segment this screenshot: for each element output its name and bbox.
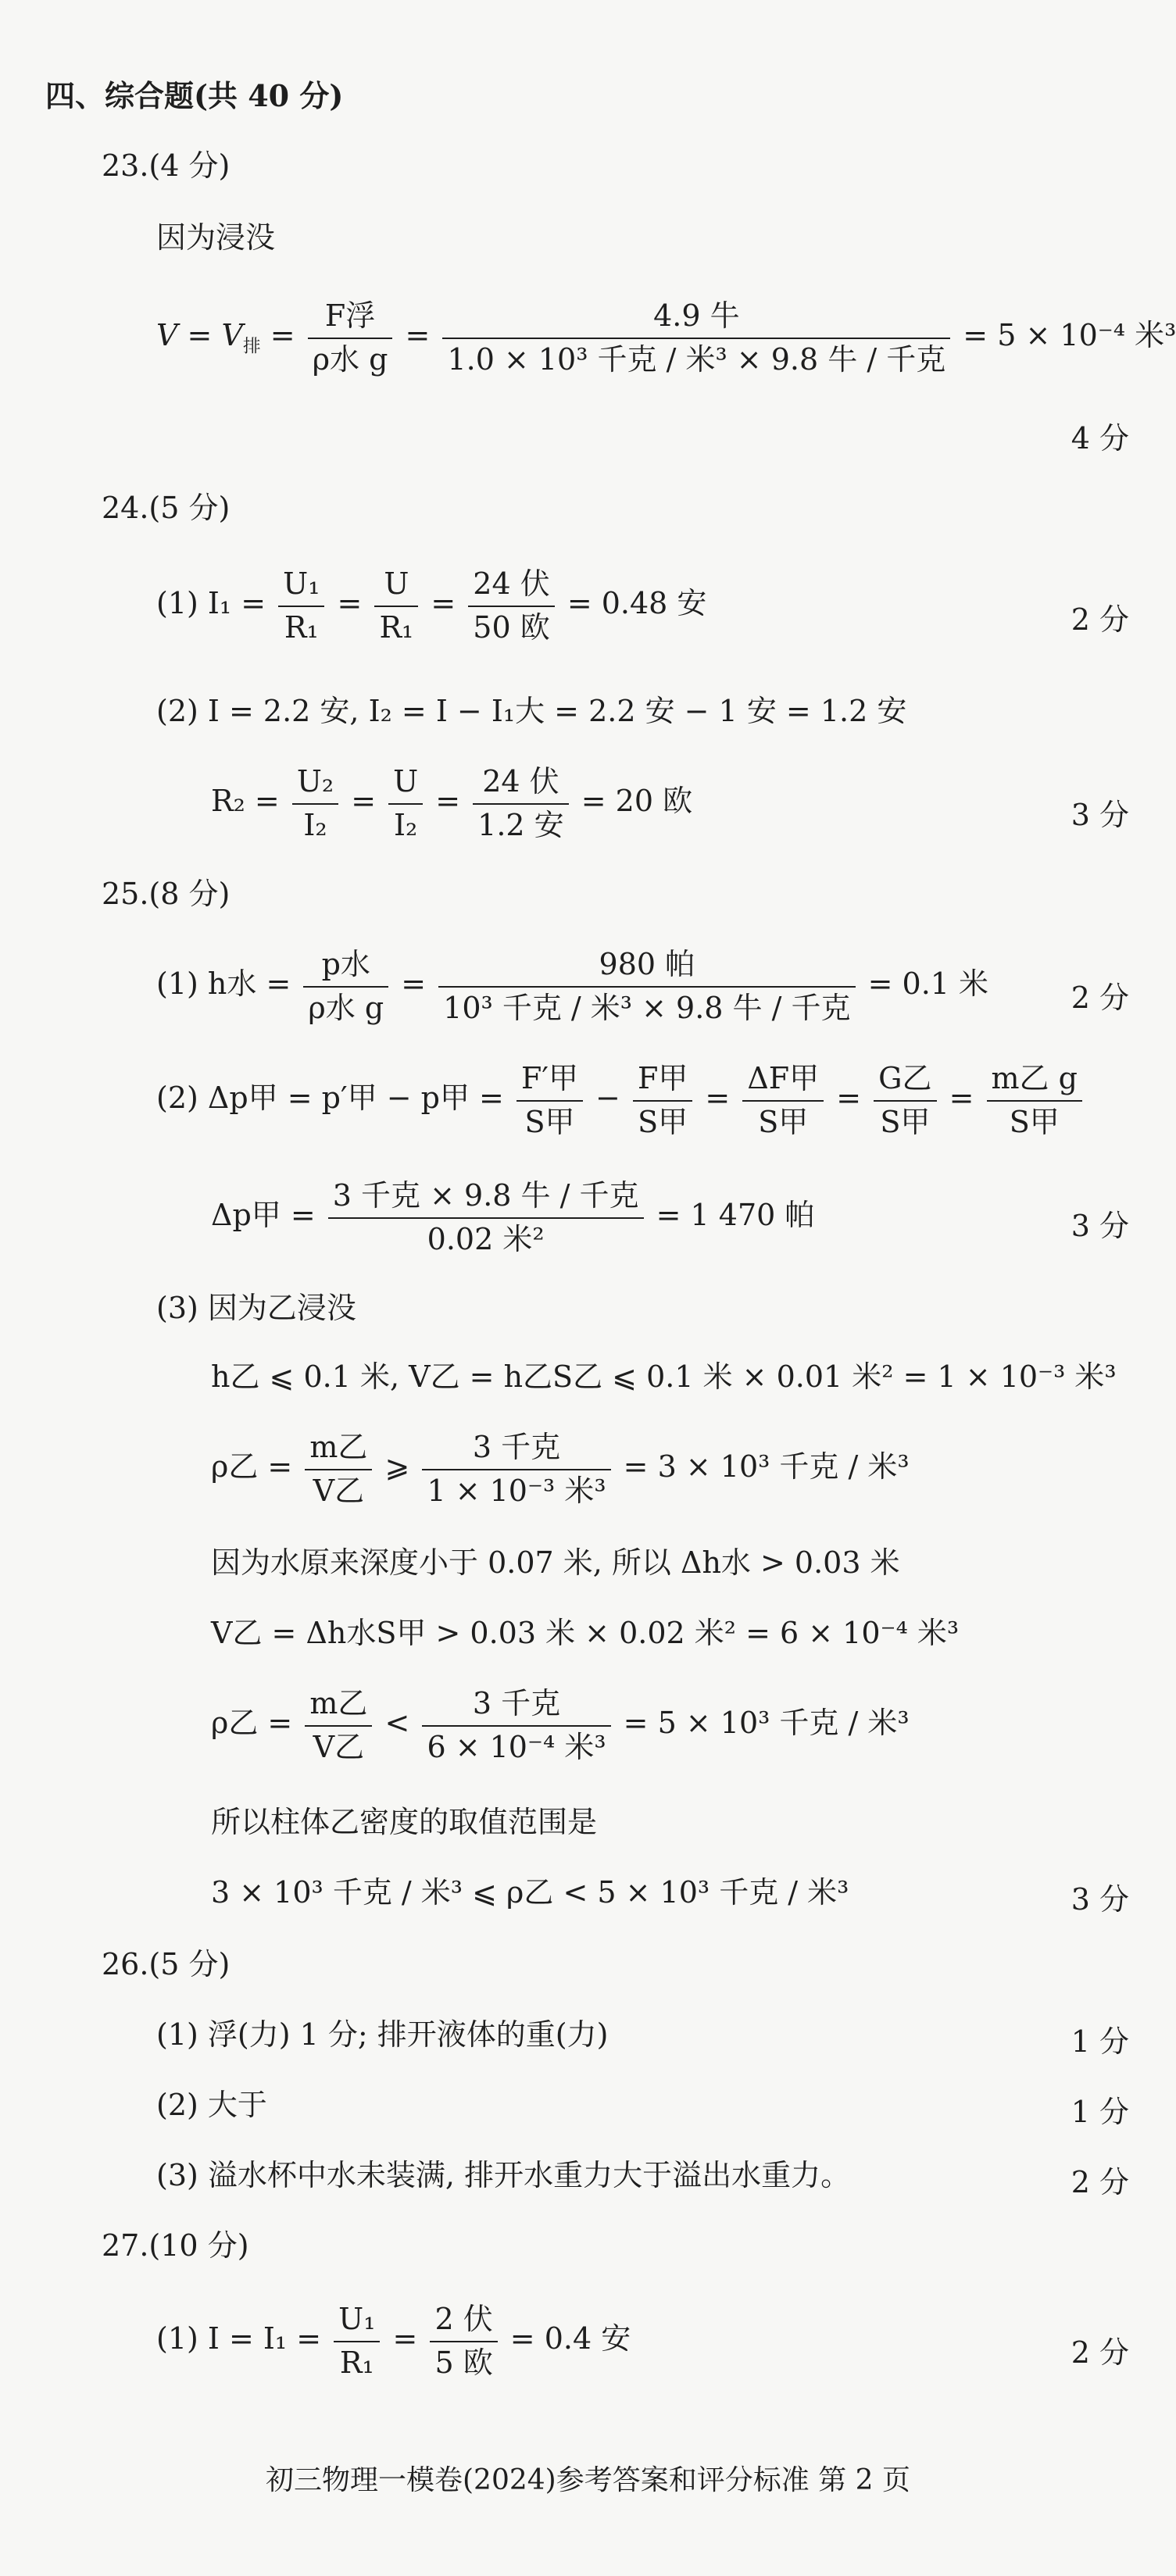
q25-p3-score: 3 分: [1071, 1882, 1129, 1917]
q25-p3-line6: ρ乙 = $\frac{\text{m乙}}{\text{V乙}}$ < $\frac{\text{3 千克}}{\text{6 × 10⁻⁴ 米³}}$ = 5 × 10³ 千克 / 米³: [211, 1686, 910, 1764]
q25-p3-l3-fraction-2: $\frac{\text{3 千克}}{\text{1 × 10⁻³ 米³}}$: [422, 1430, 610, 1509]
q24-p2-score: 3 分: [1071, 798, 1129, 832]
q25-p3-line4: 因为水原来深度小于 0.07 米, 所以 Δh水 > 0.03 米: [211, 1545, 900, 1580]
q25-p2-fraction-1: $\frac{\text{F′甲}}{\text{S甲}}$: [517, 1061, 583, 1140]
q25-p2-fraction-5: $\frac{\text{m乙 g}}{\text{S甲}}$: [987, 1061, 1082, 1140]
q25-p2-fraction-3: $\frac{\text{ΔF甲}}{\text{S甲}}$: [742, 1061, 824, 1140]
q25-p3-line3: ρ乙 = $\frac{\text{m乙}}{\text{V乙}}$ ⩾ $\frac{\text{3 千克}}{\text{1 × 10⁻³ 米³}}$ = 3 × 10³ 千克 / 米³: [211, 1430, 910, 1508]
q23-score: 4 分: [1071, 421, 1129, 456]
q23-eq-lhs: V = V: [156, 318, 243, 353]
q24-p1-fraction-1: $\frac{\text{U₁}}{\text{R₁}}$: [278, 566, 324, 645]
q24-part2-line: (2) I = 2.2 安, I₂ = I − I₁大 = 2.2 安 − 1 安 = 1.2 安: [156, 694, 907, 728]
q23-eq-result: = 5 × 10⁻⁴ 米³: [963, 318, 1176, 353]
q25-p1-fraction-2: $\frac{\text{980 帕}}{\text{10³ 千克 / 米³ × 9.8 牛 / 千克}}$: [438, 947, 855, 1026]
q25-p3-l6-fraction-1: $\frac{\text{m乙}}{\text{V乙}}$: [305, 1686, 372, 1765]
q26-header: 26.(5 分): [102, 1947, 231, 1981]
q27-p1-score: 2 分: [1071, 2335, 1129, 2370]
q25-part2-result: Δp甲 = $\frac{\text{3 千克 × 9.8 牛 / 千克}}{\text{0.02 米²}}$ = 1 470 帕: [211, 1178, 815, 1256]
q25-p1-fraction-1: $\frac{\text{p水}}{\text{ρ水 g}}$: [303, 947, 388, 1026]
q24-p1-fraction-2: $\frac{U}{\text{R₁}}$: [374, 566, 418, 645]
q27-part1: (1) I = I₁ = $\frac{\text{U₁}}{\text{R₁}}$ = $\frac{\text{2 伏}}{\text{5 欧}}$ = 0.4 安: [156, 2302, 631, 2380]
q26-part1: (1) 浮(力) 1 分; 排开液体的重(力): [156, 2017, 609, 2052]
q27-p1-fraction-1: $\frac{\text{U₁}}{\text{R₁}}$: [334, 2302, 380, 2381]
page-footer: 初三物理一模卷(2024)参考答案和评分标准 第 2 页: [266, 2464, 910, 2496]
q23-equation: $V = V_排$ = $\frac{\text{F浮}}{\text{ρ水 g}}$ = $\frac{\text{4.9 牛}}{\text{1.0 × 10³ 千克 / 米³ × 9.8 牛 / 千克}}$ = 5 × 10⁻⁴ 米³: [156, 298, 1176, 377]
q24-p2-fraction-2: $\frac{U}{\text{I₂}}$: [388, 764, 423, 843]
q25-p3-line2: h乙 ⩽ 0.1 米, V乙 = h乙S乙 ⩽ 0.1 米 × 0.01 米² = 1 × 10⁻³ 米³: [211, 1359, 1117, 1394]
q26-part2: (2) 大于: [156, 2088, 267, 2122]
q25-p3-line5: V乙 = Δh水S甲 > 0.03 米 × 0.02 米² = 6 × 10⁻⁴ 米³: [211, 1616, 960, 1650]
q25-p3-l6-fraction-2: $\frac{\text{3 千克}}{\text{6 × 10⁻⁴ 米³}}$: [422, 1686, 610, 1765]
q25-header: 25.(8 分): [102, 877, 231, 911]
q24-p1-fraction-3: $\frac{\text{24 伏}}{\text{50 欧}}$: [468, 566, 554, 645]
q24-header: 24.(5 分): [102, 491, 231, 525]
q25-p2-fraction-2: $\frac{\text{F甲}}{\text{S甲}}$: [633, 1061, 692, 1140]
q25-p3-line7: 所以柱体乙密度的取值范围是: [211, 1805, 598, 1839]
q24-p2-fraction-3: $\frac{\text{24 伏}}{\text{1.2 安}}$: [473, 764, 569, 843]
q27-p1-fraction-2: $\frac{\text{2 伏}}{\text{5 欧}}$: [430, 2302, 497, 2381]
q25-part1: (1) h水 = $\frac{\text{p水}}{\text{ρ水 g}}$ = $\frac{\text{980 帕}}{\text{10³ 千克 / 米³ × 9.8 牛 / 千克}}$ = 0.1 米: [156, 947, 989, 1025]
q25-part2: (2) Δp甲 = p′甲 − p甲 = $\frac{\text{F′甲}}{\text{S甲}}$ − $\frac{\text{F甲}}{\text{S甲}}$ = $\frac{\text{ΔF甲}}{\text{S甲}}$ = $\frac{\text{G乙}}{\text{S甲}}$ = $\frac{\text{m乙 g}}{\text{S甲}}$: [156, 1061, 1085, 1140]
q25-p3-line8: 3 × 10³ 千克 / 米³ ⩽ ρ乙 < 5 × 10³ 千克 / 米³: [211, 1875, 849, 1910]
q25-p2b-fraction: $\frac{\text{3 千克 × 9.8 牛 / 千克}}{\text{0.02 米²}}$: [328, 1178, 644, 1257]
q26-part3: (3) 溢水杯中水未装满, 排开水重力大于溢出水重力。: [156, 2158, 851, 2192]
q25-p3-l3-fraction-1: $\frac{\text{m乙}}{\text{V乙}}$: [305, 1430, 372, 1509]
q23-line1: 因为浸没: [156, 220, 276, 255]
q25-p2-fraction-4: $\frac{\text{G乙}}{\text{S甲}}$: [874, 1061, 936, 1140]
q23-header: 23.(4 分): [102, 148, 231, 183]
q25-p3-line1: (3) 因为乙浸没: [156, 1291, 356, 1325]
q26-p3-score: 2 分: [1071, 2165, 1129, 2199]
q23-eq-lhs-sub: 排: [242, 336, 261, 357]
q26-p2-score: 1 分: [1071, 2095, 1129, 2129]
section-title: 四、综合题(共 40 分): [45, 78, 344, 113]
q23-fraction-2: $\frac{\text{4.9 牛}}{\text{1.0 × 10³ 千克 / 米³ × 9.8 牛 / 千克}}$: [442, 298, 950, 377]
q24-p1-score: 2 分: [1071, 602, 1129, 637]
q23-fraction-1: $\frac{\text{F浮}}{\text{ρ水 g}}$: [308, 298, 393, 377]
q27-header: 27.(10 分): [102, 2228, 249, 2263]
q25-p1-score: 2 分: [1071, 981, 1129, 1015]
q26-p1-score: 1 分: [1071, 2024, 1129, 2059]
q24-part2-eq: R₂ = $\frac{\text{U₂}}{\text{I₂}}$ = $\frac{U}{\text{I₂}}$ = $\frac{\text{24 伏}}{\text{1.2 安}}$ = 20 欧: [211, 764, 693, 842]
q24-part1: (1) I₁ = $\frac{\text{U₁}}{\text{R₁}}$ = $\frac{U}{\text{R₁}}$ = $\frac{\text{24 伏}}{\text{50 欧}}$ = 0.48 安: [156, 566, 707, 645]
q25-p2-score: 3 分: [1071, 1209, 1129, 1243]
q24-p2-fraction-1: $\frac{\text{U₂}}{\text{I₂}}$: [292, 764, 338, 843]
